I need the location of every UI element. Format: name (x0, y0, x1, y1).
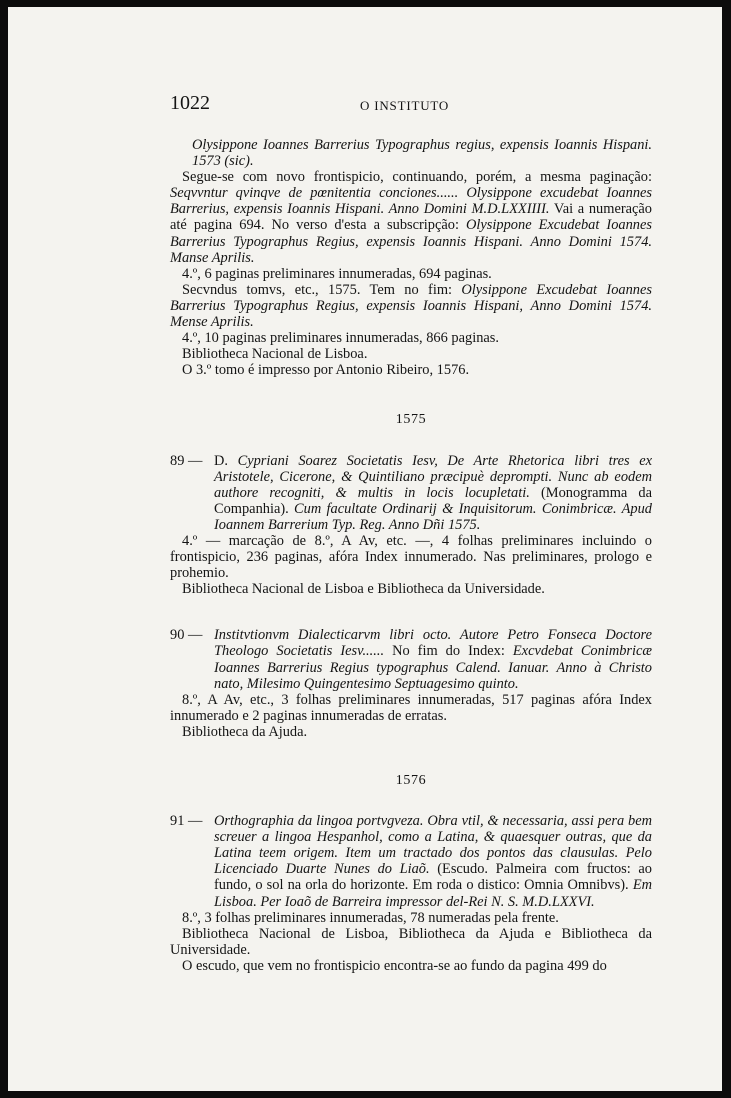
year-heading: 1576 (395, 773, 427, 788)
page-number: 1022 (170, 92, 210, 114)
entry-90 (170, 627, 652, 740)
collation-line: 4.º, 10 paginas preliminares innumeradas, 866 paginas. (182, 330, 499, 347)
entry-number: 89 — (170, 452, 203, 469)
holdings-line: Bibliotheca Nacional de Lisboa, Bibliotheca da Ajuda e Bibliotheca da Universidade. (170, 925, 652, 958)
entry-title: 89 — D. Cypriani Soarez Societatis Iesv, De Arte Rhetorica libri tres ex Aristotele, Cicerone, & Quintiliano præcipuè deprompti. Nunc ab eodem authore recogniti, & multis in locis locupletati. (Monogramma da Companhia). Cum facultate Ordinarij & Inquisitorum. Conimbricæ. Apud Ioannem Barrerium Typ. Reg. Anno Dñi 1575. (170, 452, 653, 533)
page-header (170, 92, 652, 137)
entry-89 (170, 453, 652, 598)
holdings-line: Bibliotheca da Ajuda. (182, 723, 308, 740)
entry-title: 90 — Institvtionvm Dialecticarvm libri octo. Autore Petro Fonseca Doctore Theologo Societatis Iesv...... No fim do Index: Excvdebat Conimbricæ Ioannes Barrerius Regius typographus Calend. Ianuar. Anno à Christo nato, Milesimo Quingentesimo Septuagesimo quinto. (170, 627, 652, 692)
collation-line: 4.º — marcação de 8.º, A Av, etc. —, 4 folhas preliminares incluindo o frontispicio, 236 paginas, afóra Index innumerado. Nas preliminares, prologo e prohemio. (170, 532, 652, 582)
entry-title: 91 — Orthographia da lingoa portvgveza. Obra vtil, & necessaria, assi pera bem screuer a lingoa Hespanhol, como a Latina, & quaesquer outras, que da Latina teem origem. Item um tractado dos pontos das clausulas. Pelo Licenciado Duarte Nunes do Liaõ. (Escudo. Palmeira com fructos: ao fundo, o sol na orla do horizonte. Em roda o distico: Omnia Omnibvs). Em Lisboa. Per Ioaõ de Barreira impressor del-Rei N. S. M.D.LXXVI. (170, 813, 652, 910)
note-line: O escudo, que vem no frontispicio encontra-se ao fundo da pagina 499 do (182, 957, 607, 974)
collation-line: 4.º, 6 paginas preliminares innumeradas, 694 paginas. (182, 265, 492, 282)
third-volume-note: O 3.º tomo é impresso por Antonio Ribeiro, 1576. (182, 362, 470, 379)
holdings-line: Bibliotheca Nacional de Lisboa. (182, 346, 368, 363)
second-frontispiece-note: Segue-se com novo frontispicio, continuando, porém, a mesma paginação: Seqvvntur qvinqve de pœnitentia conciones...... Olysippone excudebat Ioannes Barrerius, expensis Ioannis Hispani. Anno Domini M.D.LXXIIII. Vai a numeração até pagina 694. No verso d'esta a subscripção: Olysippone Excudebat Ioannes Barrerius Typographus Regius, expensis Ioannis Hispani. Anno Domini 1574. Manse Aprilis. (170, 169, 652, 266)
collation-line: 8.º, 3 folhas preliminares innumeradas, 78 numeradas pela frente. (182, 909, 559, 926)
entry-number: 91 — (170, 813, 203, 830)
book-page (8, 7, 722, 1091)
second-volume-note: Secvndus tomvs, etc., 1575. Tem no fim: Olysippone Excudebat Ioannes Barrerius Typographus Regius, expensis Ioannis Hispani, Anno Domini 1574. Mense Aprilis. (170, 281, 652, 331)
holdings-line: Bibliotheca Nacional de Lisboa e Bibliotheca da Universidade. (182, 581, 545, 598)
imprint-line: Olysippone Ioannes Barrerius Typographus regius, expensis Ioannis Hispani. 1573 (sic). (192, 137, 652, 170)
year-heading: 1575 (395, 412, 427, 428)
page-content (170, 92, 653, 974)
continued-entry (170, 137, 652, 378)
collation-line: 8.º, A Av, etc., 3 folhas preliminares innumeradas, 517 paginas afóra Index innumerado e 2 paginas innumeradas de erratas. (170, 691, 652, 724)
entry-number: 90 — (170, 627, 203, 644)
running-title: O INSTITUTO (360, 98, 450, 113)
entry-91 (170, 813, 652, 974)
